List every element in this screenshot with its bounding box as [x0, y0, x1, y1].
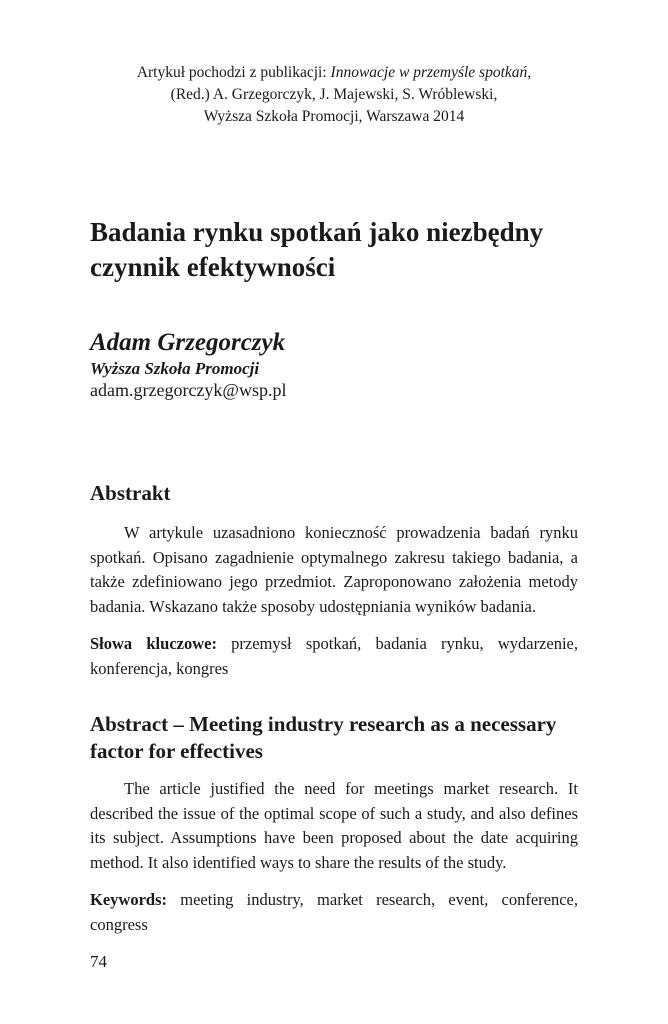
- source-publication: Innowacje w przemyśle spotkań: [330, 64, 528, 81]
- abstract-pl-heading: Abstrakt: [90, 481, 171, 505]
- author-affiliation: Wyższa Szkoła Promocji: [90, 359, 260, 378]
- source-publisher: Wyższa Szkoła Promocji, Warszawa 2014: [203, 108, 465, 125]
- abstract-en-keywords-text: meeting industry, market research, event, conference, congress: [90, 890, 579, 934]
- source-note: [60, 62, 608, 128]
- author-block: [90, 327, 590, 401]
- article-title: Badania rynku spotkań jako niezbędny czynnik efektywności: [90, 217, 544, 282]
- source-line-1: [60, 62, 608, 84]
- abstract-en-text: The article justified the need for meetings market research. It described the issue of the optimal scope of such a study, and also defines its subject. Assumptions have been proposed about the date acquiring method. It also identified ways to share the results of the study.: [90, 779, 578, 872]
- abstract-pl-keywords: [90, 632, 578, 681]
- abstract-en-keywords-label: Keywords:: [90, 890, 167, 909]
- source-prefix: Artykuł pochodzi z publikacji:: [136, 64, 331, 81]
- source-editors: (Red.) A. Grzegorczyk, J. Majewski, S. Wróblewski,: [170, 86, 498, 103]
- abstract-pl-keywords-text: przemysł spotkań, badania rynku, wydarzenie, konferencja, kongres: [90, 634, 578, 678]
- abstract-en-keywords: [90, 888, 578, 937]
- abstract-pl-keywords-label: Słowa kluczowe:: [90, 634, 217, 653]
- source-suffix: ,: [527, 64, 532, 81]
- page-number: 74: [90, 952, 107, 971]
- abstract-pl-text: W artykule uzasadniono konieczność prowadzenia badań rynku spotkań. Opisano zagadnienie optymalnego zakresu takiego badania, a także zdefiniowano jego przedmiot. Zaproponowano założenia metody badania. Wskazano także sposoby udostępniania wyników badania.: [90, 523, 578, 616]
- abstract-en-heading: Abstract – Meeting industry research as a necessary factor for effectives: [90, 712, 557, 763]
- author-name: Adam Grzegorczyk: [90, 329, 286, 356]
- author-email: adam.grzegorczyk@wsp.pl: [90, 380, 287, 400]
